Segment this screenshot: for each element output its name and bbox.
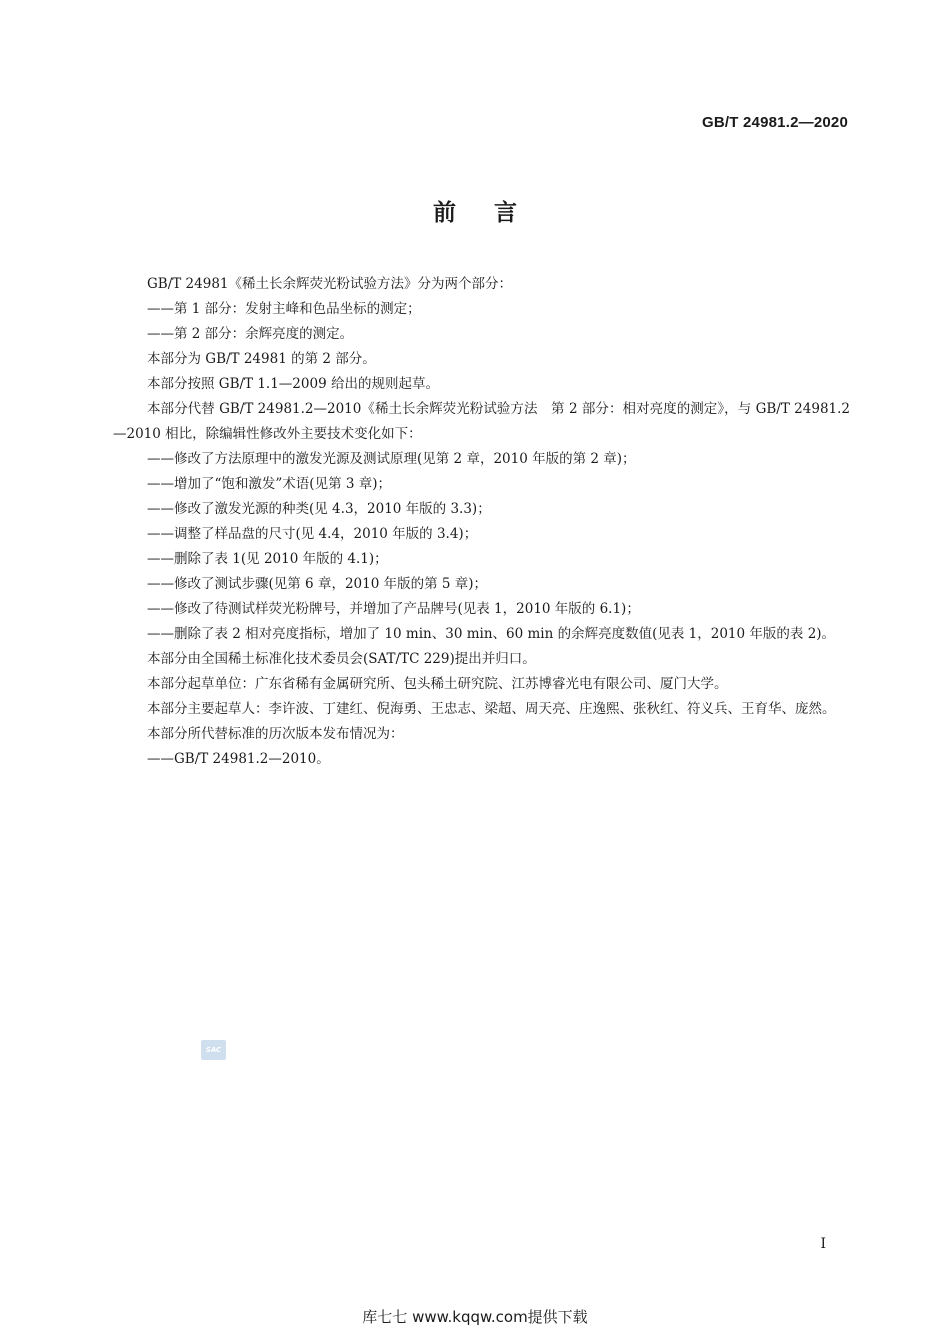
- list-item: ——增加了“饱和激发”术语(见第 3 章)；: [147, 476, 392, 492]
- paragraph: 本部分为 GB/T 24981 的第 2 部分。: [147, 351, 376, 367]
- paragraph: 本部分所代替标准的历次版本发布情况为：: [147, 726, 404, 742]
- list-item: ——修改了方法原理中的激发光源及测试原理(见第 2 章，2010 年版的第 2 章)；: [147, 451, 636, 467]
- sac-watermark-logo: SAC: [201, 1040, 226, 1060]
- foreword-body: [113, 272, 850, 772]
- paragraph: 本部分由全国稀土标准化技术委员会(SAT/TC 229)提出并归口。: [147, 651, 536, 667]
- paragraph: 本部分代替 GB/T 24981.2—2010《稀土长余辉荧光粉试验方法 第 2 部分：相对亮度的测定》，与 GB/T 24981.2—2010 相比，除编辑性修改外主要技术变化如下：: [113, 401, 850, 442]
- paragraph: 本部分按照 GB/T 1.1—2009 给出的规则起草。: [147, 376, 439, 392]
- list-item: ——修改了激发光源的种类(见 4.3，2010 年版的 3.3)；: [147, 501, 491, 517]
- list-item: ——修改了测试步骤(见第 6 章，2010 年版的第 5 章)；: [147, 576, 488, 592]
- list-item: ——调整了样品盘的尺寸(见 4.4，2010 年版的 3.4)；: [147, 526, 478, 542]
- list-item: ——修改了待测试样荧光粉牌号，并增加了产品牌号(见表 1，2010 年版的 6.1)；: [147, 601, 640, 617]
- paragraph: 本部分起草单位：广东省稀有金属研究所、包头稀土研究院、江苏博睿光电有限公司、厦门大学。: [147, 676, 728, 692]
- paragraph: 本部分主要起草人：李许波、丁建红、倪海勇、王忠志、梁超、周天亮、庄逸熙、张秋红、符义兵、王育华、庞然。: [147, 701, 836, 717]
- page-title: 前言: [433, 200, 555, 226]
- list-item: ——删除了表 1(见 2010 年版的 4.1)；: [147, 551, 388, 567]
- paragraph: GB/T 24981《稀土长余辉荧光粉试验方法》分为两个部分：: [147, 276, 512, 292]
- standard-code: GB/T 24981.2—2020: [702, 114, 848, 131]
- download-footer: 库七七 www.kqqw.com提供下载: [362, 1308, 588, 1326]
- page-number: I: [820, 1236, 826, 1252]
- list-item: ——GB/T 24981.2—2010。: [147, 751, 330, 767]
- list-item: ——第 1 部分：发射主峰和色品坐标的测定；: [147, 301, 421, 317]
- list-item: ——删除了表 2 相对亮度指标，增加了 10 min、30 min、60 min 的余辉亮度数值(见表 1，2010 年版的表 2)。: [147, 626, 836, 642]
- list-item: ——第 2 部分：余辉亮度的测定。: [147, 326, 354, 342]
